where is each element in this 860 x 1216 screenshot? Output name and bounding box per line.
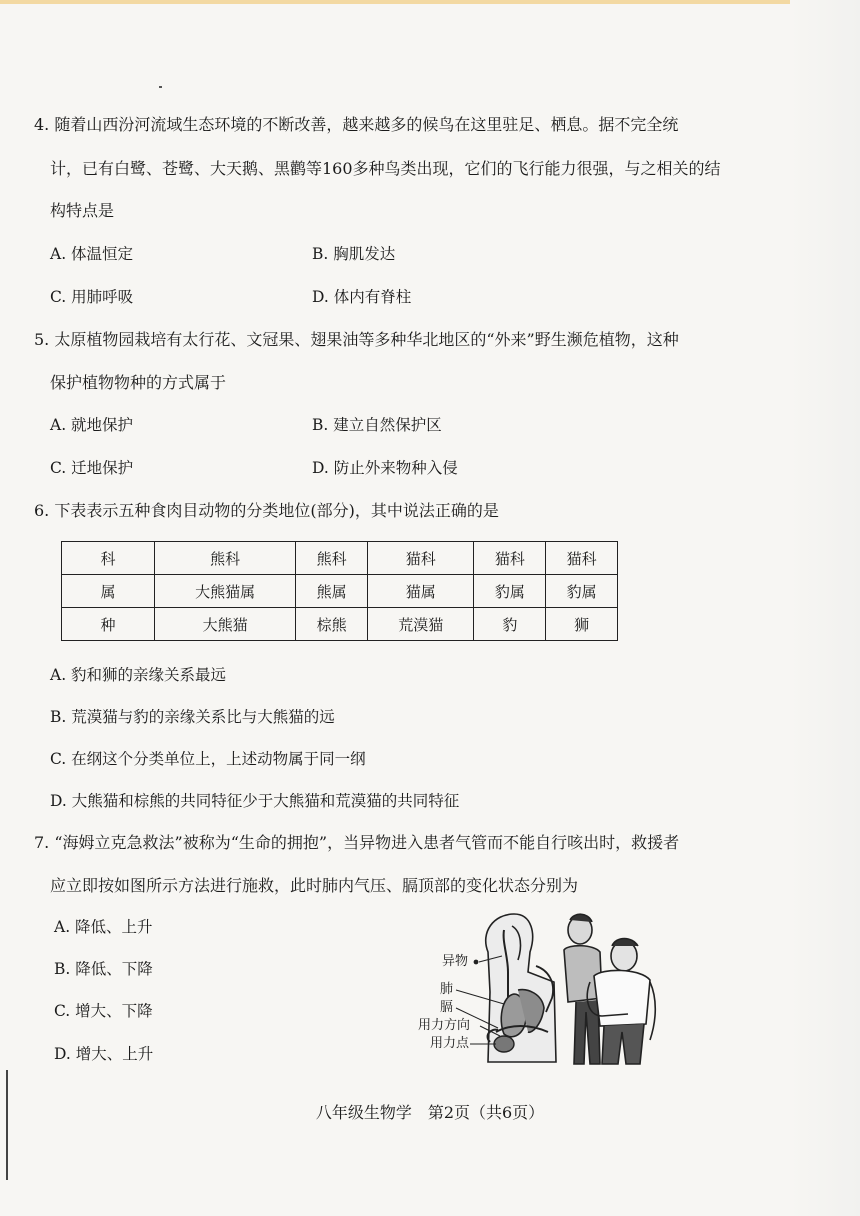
q4-option-c: C. 用肺呼吸: [50, 288, 134, 306]
table-cell: 棕熊: [296, 608, 368, 641]
q5-option-a: A. 就地保护: [50, 416, 134, 434]
q7-option-a: A. 降低、上升: [54, 918, 153, 936]
table-cell: 猫科: [474, 542, 546, 575]
table-cell: 大熊猫: [155, 608, 296, 641]
taxonomy-table: [61, 541, 618, 641]
table-cell: 熊属: [296, 575, 368, 608]
label-foreign-body: 异物: [442, 954, 469, 969]
q4-option-a: A. 体温恒定: [50, 245, 134, 263]
label-lung: 肺: [440, 982, 454, 997]
binding-edge-mark: [6, 1070, 8, 1180]
table-cell: 豹属: [546, 575, 618, 608]
table-row-species: [62, 608, 618, 641]
q7-option-c: C. 增大、下降: [54, 1002, 153, 1020]
page-footer: 八年级生物学 第2页（共6页）: [315, 1103, 545, 1122]
table-cell: 熊科: [155, 542, 296, 575]
table-cell: 荒漠猫: [367, 608, 473, 641]
table-cell: 豹属: [474, 575, 546, 608]
q4-option-b: B. 胸肌发达: [312, 245, 396, 263]
q7-stem-line1: 7. “海姆立克急救法”被称为“生命的拥抱”，当异物进入患者气管而不能自行咳出时，救援者: [34, 833, 680, 852]
q7-stem-line2: 应立即按如图所示方法进行施救，此时肺内气压、膈顶部的变化状态分别为: [50, 876, 579, 895]
q7-option-d: D. 增大、上升: [54, 1045, 154, 1063]
label-diaphragm: 膈: [440, 1000, 454, 1015]
scan-speck: [159, 86, 162, 88]
q5-stem-line1: 5. 太原植物园栽培有太行花、文冠果、翅果油等多种华北地区的“外来”野生濒危植物，这种: [34, 330, 679, 349]
q6-option-c: C. 在纲这个分类单位上，上述动物属于同一纲: [50, 750, 366, 768]
heimlich-figure: [418, 912, 678, 1072]
table-cell: 猫科: [546, 542, 618, 575]
label-force-direction: 用力方向: [418, 1018, 471, 1033]
table-cell: 科: [62, 542, 155, 575]
table-cell: 豹: [474, 608, 546, 641]
q5-option-d: D. 防止外来物种入侵: [312, 459, 458, 477]
scan-top-edge: [0, 0, 860, 4]
q5-option-c: C. 迁地保护: [50, 459, 134, 477]
q6-option-d: D. 大熊猫和棕熊的共同特征少于大熊猫和荒漠猫的共同特征: [50, 792, 460, 810]
table-cell: 种: [62, 608, 155, 641]
q6-stem: 6. 下表表示五种食肉目动物的分类地位(部分)，其中说法正确的是: [34, 501, 499, 520]
q4-stem-line3: 构特点是: [50, 201, 115, 220]
q5-stem-line2: 保护植物物种的方式属于: [50, 373, 227, 392]
table-cell: 熊科: [296, 542, 368, 575]
table-row-family: [62, 542, 618, 575]
table-cell: 大熊猫属: [155, 575, 296, 608]
q6-option-a: A. 豹和狮的亲缘关系最远: [50, 666, 227, 684]
q4-stem-line2: 计，已有白鹭、苍鹭、大天鹅、黑鹳等160多种鸟类出现，它们的飞行能力很强，与之相关的结: [50, 159, 721, 178]
table-cell: 属: [62, 575, 155, 608]
table-cell: 狮: [546, 608, 618, 641]
scan-right-margin: [790, 0, 860, 1216]
q4-stem-line1: 4. 随着山西汾河流域生态环境的不断改善，越来越多的候鸟在这里驻足、栖息。据不完全统: [34, 115, 679, 134]
label-force-point: 用力点: [430, 1036, 470, 1051]
table-cell: 猫属: [367, 575, 473, 608]
table-cell: 猫科: [367, 542, 473, 575]
table-row-genus: [62, 575, 618, 608]
q6-option-b: B. 荒漠猫与豹的亲缘关系比与大熊猫的远: [50, 708, 335, 726]
q5-option-b: B. 建立自然保护区: [312, 416, 442, 434]
q7-option-b: B. 降低、下降: [54, 960, 153, 978]
q4-option-d: D. 体内有脊柱: [312, 288, 412, 306]
